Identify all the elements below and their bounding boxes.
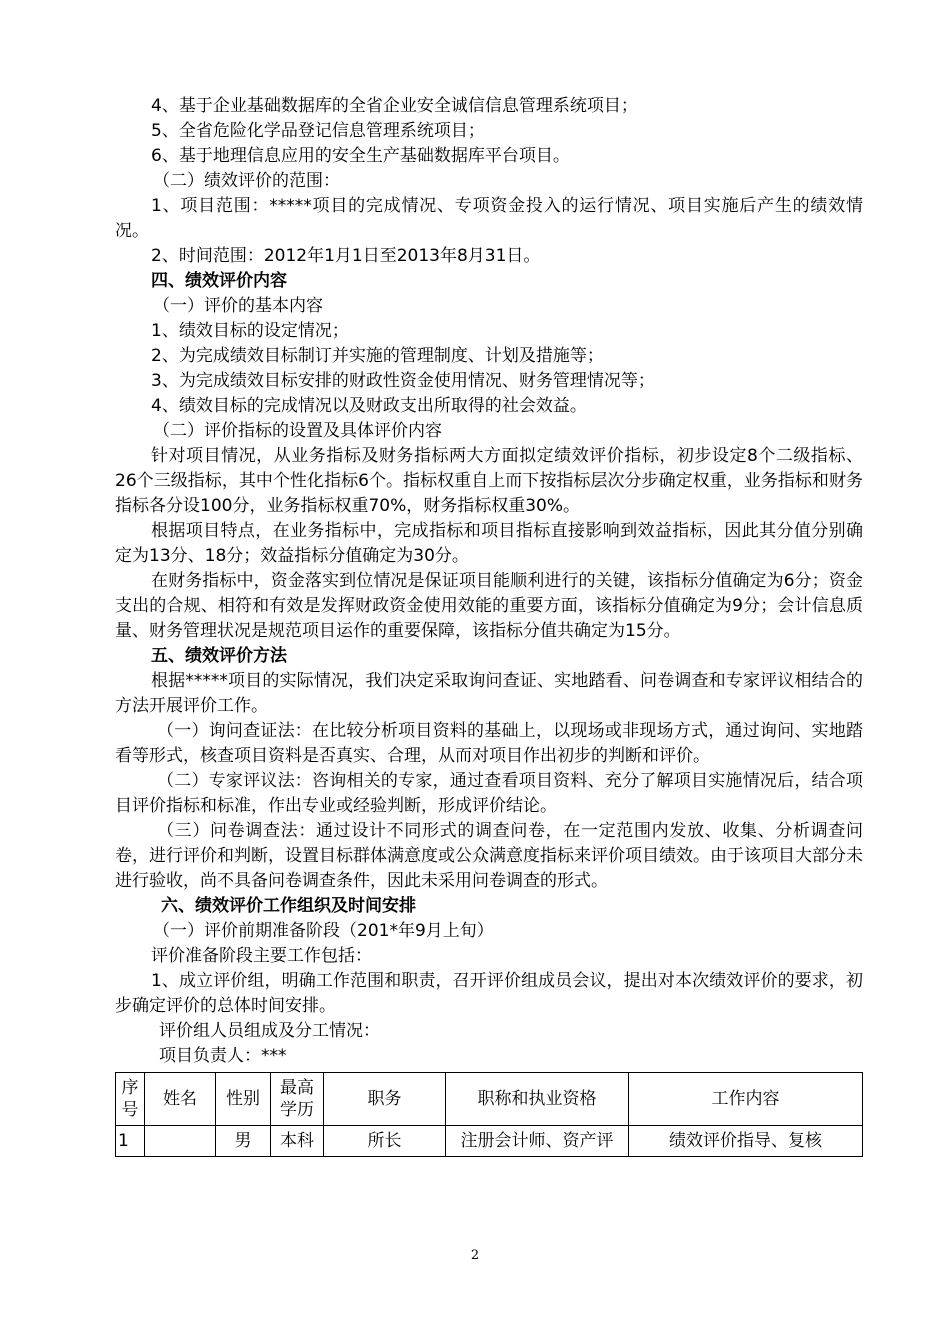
paragraph: （三）问卷调查法：通过设计不同形式的调查问卷，在一定范围内发放、收集、分析调查问卷，进行评价和判断，设置目标群体满意度或公众满意度指标来评价项目绩效。由于该项目大部分未进行验收，尚不具备问卷调查条件，因此未采用问卷调查的形式。 bbox=[115, 821, 863, 891]
list-item: 6、基于地理信息应用的安全生产基础数据库平台项目。 bbox=[151, 146, 570, 166]
cell-seq: 1 bbox=[116, 1126, 145, 1157]
cell-gender: 男 bbox=[216, 1126, 271, 1157]
paragraph: （一）询问查证法：在比较分析项目资料的基础上，以现场或非现场方式，通过询问、实地踏看等形式，核查项目资料是否真实、合理，从而对项目作出初步的判断和评价。 bbox=[115, 721, 863, 766]
list-item: 5、全省危险化学品登记信息管理系统项目； bbox=[151, 121, 485, 141]
cell-post: 所长 bbox=[324, 1126, 446, 1157]
column-header-qualification: 职称和执业资格 bbox=[446, 1073, 629, 1126]
cell-education: 本科 bbox=[271, 1126, 324, 1157]
staff-table bbox=[115, 1072, 863, 1157]
paragraph: 根据*****项目的实际情况，我们决定采取询问查证、实地踏看、问卷调查和专家评议相结合的方法开展评价工作。 bbox=[115, 671, 863, 716]
subsection-heading: （二）评价指标的设置及具体评价内容 bbox=[153, 421, 442, 441]
list-item: 3、为完成绩效目标安排的财政性资金使用情况、财务管理情况等； bbox=[151, 371, 655, 391]
paragraph: 根据项目特点，在业务指标中，完成指标和项目指标直接影响到效益指标，因此其分值分别确定为13分、18分；效益指标分值确定为30分。 bbox=[115, 521, 863, 566]
column-header-name: 姓名 bbox=[145, 1073, 216, 1126]
section-heading: 五、绩效评价方法 bbox=[151, 646, 287, 666]
list-item: 2、为完成绩效目标制订并实施的管理制度、计划及措施等； bbox=[151, 346, 604, 366]
paragraph: （二）专家评议法：咨询相关的专家，通过查看项目资料、充分了解项目实施情况后，结合项目评价指标和标准，作出专业或经验判断，形成评价结论。 bbox=[115, 771, 863, 816]
subsection-heading: （一）评价的基本内容 bbox=[153, 296, 323, 316]
column-header-education: 最高学历 bbox=[271, 1073, 324, 1126]
section-heading: 四、绩效评价内容 bbox=[151, 271, 287, 291]
column-header-seq: 序号 bbox=[116, 1073, 145, 1126]
document-page bbox=[115, 94, 863, 1157]
column-header-post: 职务 bbox=[324, 1073, 446, 1126]
paragraph: 针对项目情况，从业务指标及财务指标两大方面拟定绩效评价指标，初步设定8个二级指标、26个三级指标，其中个性化指标6个。指标权重自上而下按指标层次分步确定权重，业务指标和财务指标各分设100分，业务指标权重70%，财务指标权重30%。 bbox=[115, 446, 863, 516]
project-leader: 项目负责人：*** bbox=[159, 1046, 287, 1066]
paragraph: 1、项目范围：*****项目的完成情况、专项资金投入的运行情况、项目实施后产生的绩效情况。 bbox=[115, 196, 863, 241]
subsection-heading: （一）评价前期准备阶段（201*年9月上旬） bbox=[153, 921, 494, 941]
list-item: 1、绩效目标的设定情况； bbox=[151, 321, 349, 341]
paragraph: 在财务指标中，资金落实到位情况是保证项目能顺利进行的关键，该指标分值确定为6分；资金支出的合规、相符和有效是发挥财政资金使用效能的重要方面，该指标分值确定为9分；会计信息质量、财务管理状况是规范项目运作的重要保障，该指标分值共确定为15分。 bbox=[115, 571, 863, 641]
section-heading: 六、绩效评价工作组织及时间安排 bbox=[161, 896, 416, 916]
column-header-work: 工作内容 bbox=[629, 1073, 863, 1126]
cell-name bbox=[145, 1126, 216, 1157]
list-item: 4、绩效目标的完成情况以及财政支出所取得的社会效益。 bbox=[151, 396, 587, 416]
paragraph: 1、成立评价组，明确工作范围和职责，召开评价组成员会议，提出对本次绩效评价的要求，初步确定评价的总体时间安排。 bbox=[115, 971, 863, 1016]
list-item: 4、基于企业基础数据库的全省企业安全诚信信息管理系统项目； bbox=[151, 96, 638, 116]
paragraph: 评价准备阶段主要工作包括： bbox=[151, 946, 372, 966]
cell-qualification: 注册会计师、资产评 bbox=[446, 1126, 629, 1157]
table-header-row bbox=[116, 1073, 863, 1126]
page-number: 2 bbox=[470, 1248, 480, 1263]
column-header-gender: 性别 bbox=[216, 1073, 271, 1126]
staff-intro: 评价组人员组成及分工情况： bbox=[159, 1021, 380, 1041]
table-row bbox=[116, 1126, 863, 1157]
subsection-heading: （二）绩效评价的范围： bbox=[153, 171, 340, 191]
cell-work: 绩效评价指导、复核 bbox=[629, 1126, 863, 1157]
paragraph: 2、时间范围：2012年1月1日至2013年8月31日。 bbox=[151, 246, 541, 266]
